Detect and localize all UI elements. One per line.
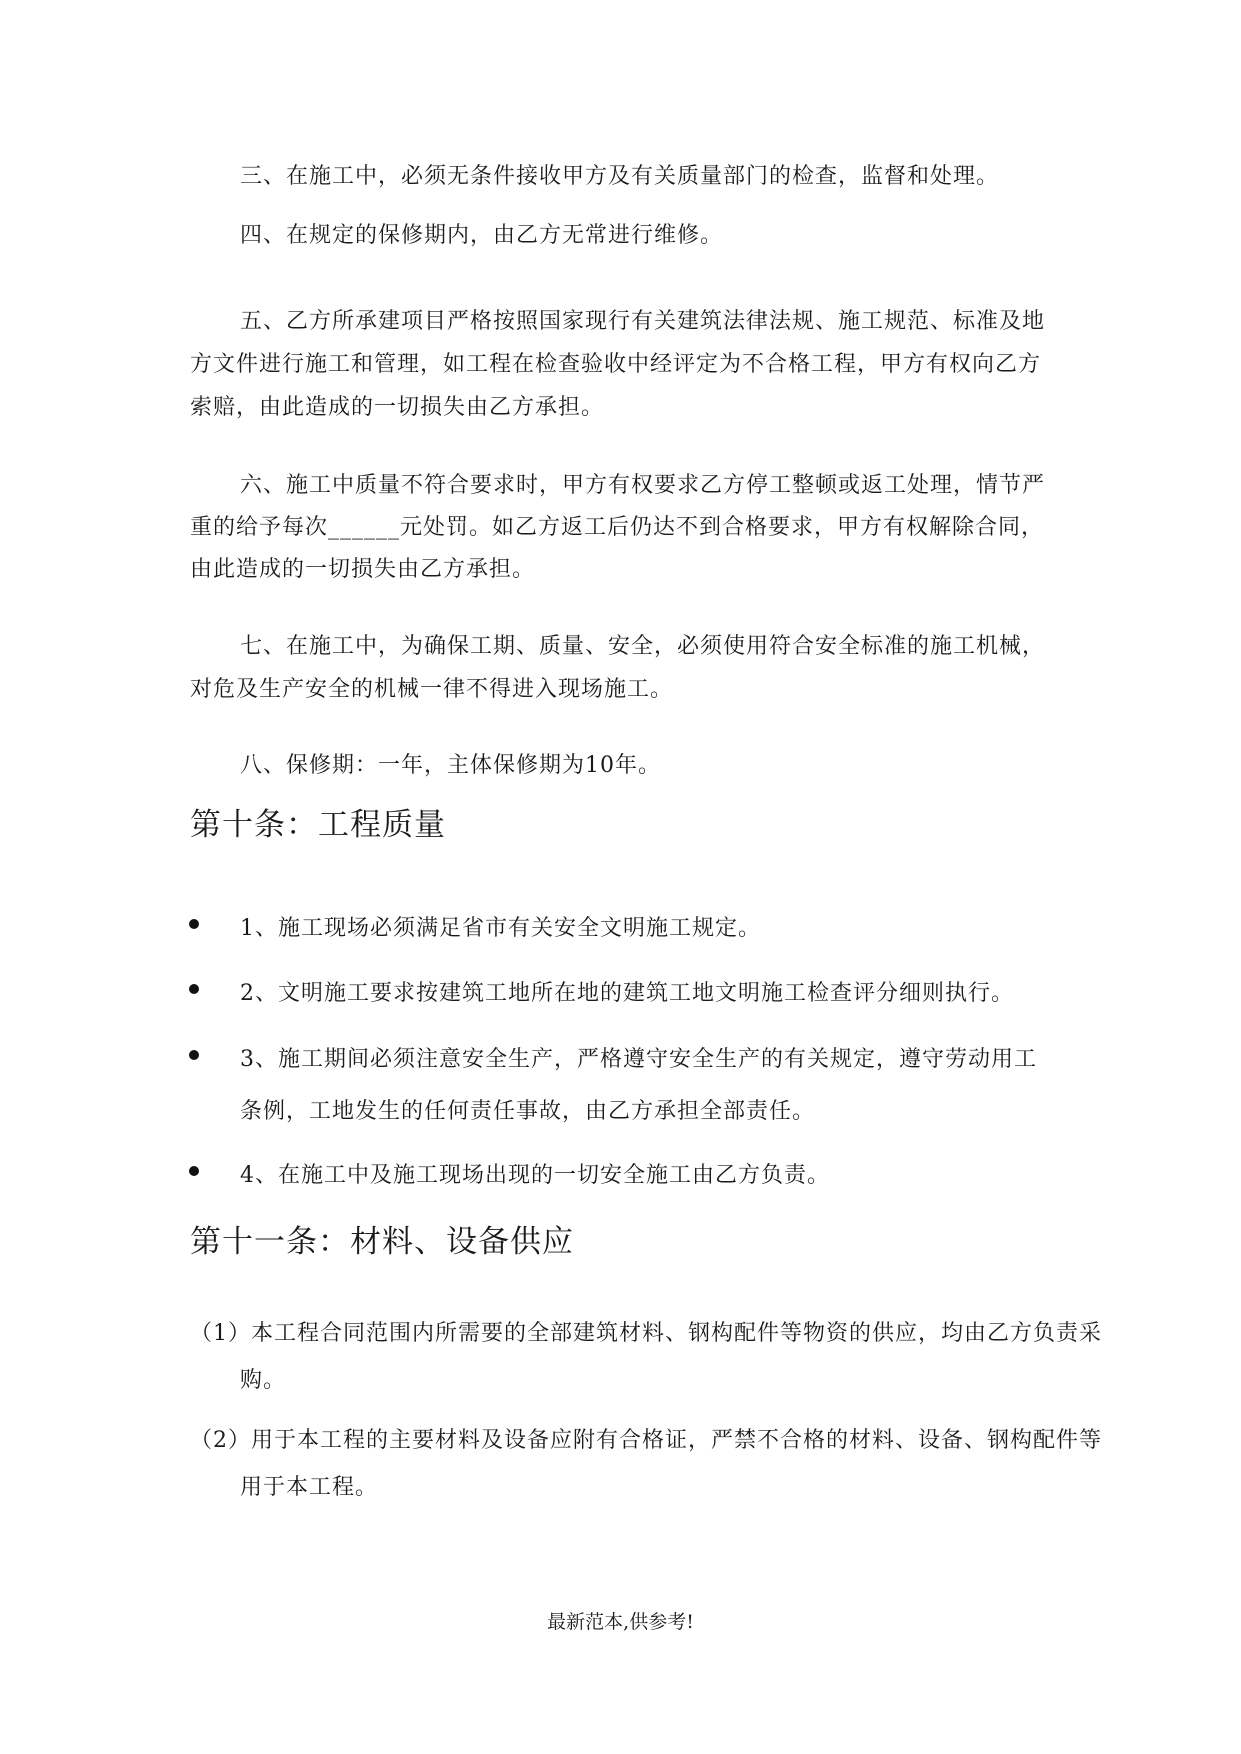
section-10-heading: 第十条：工程质量: [190, 807, 446, 843]
clause-6: 六、施工中质量不符合要求时，甲方有权要求乙方停工整顿或返工处理，情节严重的给予每次______元处罚。如乙方返工后仍达不到合格要求，甲方有权解除合同，由此造成的一切损失由乙方承担。: [190, 473, 1046, 582]
section-11-heading: 第十一条：材料、设备供应: [190, 1224, 574, 1260]
list-item-text: 3、施工期间必须注意安全生产，严格遵守安全生产的有关规定，遵守劳动用工条例，工地发生的任何责任事故，由乙方承担全部责任。: [240, 1047, 1037, 1124]
clause-8: 八、保修期：一年，主体保修期为10年。: [240, 753, 661, 778]
bullet-icon: [189, 984, 199, 994]
clause-4: 四、在规定的保修期内，由乙方无常进行维修。: [240, 223, 724, 248]
page-footer: 最新范本,供参考!: [547, 1611, 694, 1633]
clause-7: 七、在施工中，为确保工期、质量、安全，必须使用符合安全标准的施工机械，对危及生产安全的机械一律不得进入现场施工。: [190, 634, 1046, 702]
list-item: [190, 1034, 1052, 1138]
clause-5: 五、乙方所承建项目严格按照国家现行有关建筑法律法规、施工规范、标准及地方文件进行施工和管理，如工程在检查验收中经评定为不合格工程，甲方有权向乙方索赔，由此造成的一切损失由乙方承担。: [190, 309, 1046, 420]
bullet-icon: [189, 1166, 199, 1176]
list-item: [190, 968, 1052, 1020]
list-item-text: 1、施工现场必须满足省市有关安全文明施工规定。: [240, 916, 761, 941]
list-item-text: 4、在施工中及施工现场出现的一切安全施工由乙方负责。: [240, 1163, 830, 1188]
list-item: [190, 903, 1052, 955]
clause-3: 三、在施工中，必须无条件接收甲方及有关质量部门的检查，监督和处理。: [240, 164, 1000, 189]
bullet-icon: [189, 1050, 199, 1060]
list-item-text: 2、文明施工要求按建筑工地所在地的建筑工地文明施工检查评分细则执行。: [240, 981, 1014, 1006]
bullet-icon: [189, 919, 199, 929]
numbered-item-1: （1）本工程合同范围内所需要的全部建筑材料、钢构配件等物资的供应，均由乙方负责采购。: [190, 1321, 1103, 1393]
list-item: [190, 1150, 1052, 1202]
numbered-item-2: （2）用于本工程的主要材料及设备应附有合格证，严禁不合格的材料、设备、钢构配件等用于本工程。: [190, 1428, 1103, 1500]
